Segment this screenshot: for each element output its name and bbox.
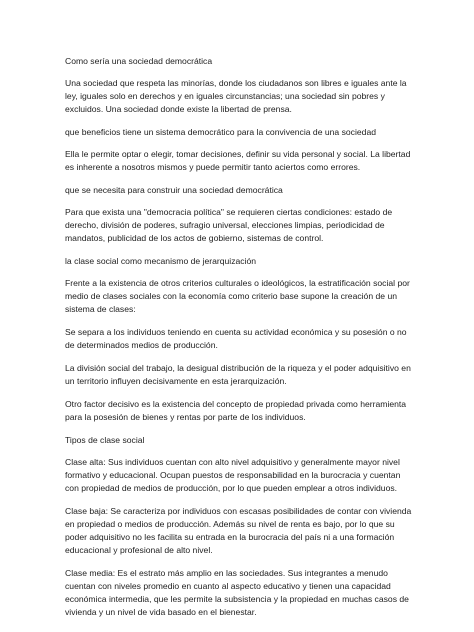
heading-beneficios: que beneficios tiene un sistema democrático para la convivencia de una sociedad bbox=[65, 127, 376, 137]
heading-requisitos: que se necesita para construir una sociedad democrática bbox=[65, 185, 283, 195]
paragraph-clase-alta: Clase alta: Sus individuos cuentan con alto nivel adquisitivo y generalmente mayor nivel formativo y educacional. Ocupan puestos de responsabilidad en la burocracia y cuentan con propiedad de medios de producción, por lo que pueden emplear a otros individuos. bbox=[65, 457, 401, 493]
paragraph-estratificacion: Frente a la existencia de otros criterios culturales o ideológicos, la estratificación social por medio de clases sociales con la economía como criterio base supone la creación de un sistema de clases: bbox=[65, 278, 410, 314]
paragraph-separacion: Se separa a los individuos teniendo en cuenta su actividad económica y su posesión o no de determinados medios de producción. bbox=[65, 327, 407, 350]
paragraph-division-social: La división social del trabajo, la desigual distribución de la riqueza y el poder adquisitivo en un territorio influyen decisivamente en esta jerarquización. bbox=[65, 363, 411, 386]
paragraph-beneficios: Ella le permite optar o elegir, tomar decisiones, definir su vida personal y social. La libertad es inherente a nosotros mismos y puede permitir tanto aciertos como errores. bbox=[65, 149, 411, 172]
paragraph-requisitos: Para que exista una "democracia política" se requieren ciertas condiciones: estado de derecho, división de poderes, sufragio universal, elecciones limpias, periodicidad de mandatos, publicidad de los actos de gobierno, sistemas de control. bbox=[65, 207, 393, 243]
paragraph-clase-media: Clase media: Es el estrato más amplio en las sociedades. Sus integrantes a menudo cuentan con niveles promedio en cuanto al aspecto educativo y tienen una capacidad económica intermedia, que les permite la subsistencia y la propiedad en muchas casos de vivienda y un nivel de vida basado en el bienestar. bbox=[65, 568, 409, 617]
paragraph-clase-baja: Clase baja: Se caracteriza por individuos con escasas posibilidades de contar con vivienda en propiedad o medios de producción. Además su nivel de renta es bajo, por lo que su poder adquisitivo no les facilita su entrada en la burocracia del país ni a una formación educacional y profesional de alto nivel. bbox=[65, 506, 412, 555]
heading-clase-social: la clase social como mecanismo de jerarquización bbox=[65, 256, 257, 266]
heading-tipos-clase: Tipos de clase social bbox=[65, 435, 145, 445]
heading-sociedad-democratica: Como sería una sociedad democrática bbox=[65, 56, 213, 66]
paragraph-definicion: Una sociedad que respeta las minorías, donde los ciudadanos son libres e iguales ante la ley, iguales solo en derechos y en iguales circunstancias; una sociedad sin pobres y excluidos. Una sociedad donde existe la libertad de prensa. bbox=[65, 78, 407, 114]
paragraph-propiedad-privada: Otro factor decisivo es la existencia del concepto de propiedad privada como herramienta para la posesión de bienes y rentas por parte de los individuos. bbox=[65, 399, 407, 422]
